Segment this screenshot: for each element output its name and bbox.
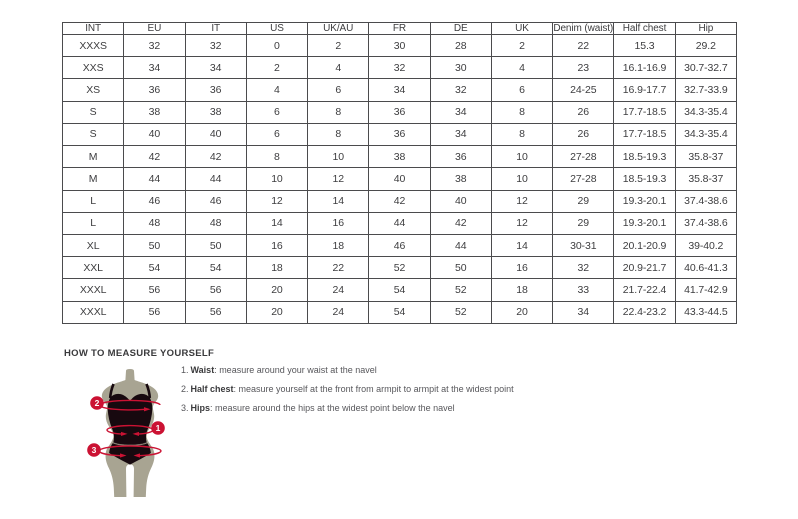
table-cell: 10	[491, 146, 552, 168]
table-cell: 36	[185, 79, 246, 101]
table-cell: 34.3-35.4	[675, 101, 736, 123]
table-cell: 37.4-38.6	[675, 212, 736, 234]
table-cell: 14	[308, 190, 369, 212]
table-cell: 34	[185, 57, 246, 79]
col-header-de: DE	[430, 23, 491, 35]
table-cell: 18	[246, 257, 307, 279]
col-header-uk: UK	[491, 23, 552, 35]
table-row	[63, 257, 737, 279]
table-cell: 39-40.2	[675, 234, 736, 256]
step-term: Half chest	[190, 384, 234, 394]
table-cell: 37.4-38.6	[675, 190, 736, 212]
table-cell: 19.3-20.1	[614, 190, 675, 212]
table-cell: 8	[491, 101, 552, 123]
table-cell: 46	[185, 190, 246, 212]
table-cell: 34	[430, 101, 491, 123]
table-cell: 20	[246, 279, 307, 301]
measure-step-half-chest	[181, 384, 521, 395]
table-cell: 40	[185, 123, 246, 145]
table-cell: 44	[185, 168, 246, 190]
table-cell: 24	[308, 301, 369, 323]
waist-badge	[151, 421, 165, 435]
table-row	[63, 234, 737, 256]
step-text: : measure around your waist at the navel	[214, 365, 377, 375]
table-cell: 34	[369, 79, 430, 101]
measure-step-hips	[181, 403, 521, 414]
table-cell: 6	[491, 79, 552, 101]
table-cell: L	[63, 190, 124, 212]
table-cell: 14	[246, 212, 307, 234]
table-cell: 56	[185, 301, 246, 323]
table-cell: 0	[246, 35, 307, 57]
table-cell: 32	[185, 35, 246, 57]
table-cell: 19.3-20.1	[614, 212, 675, 234]
mannequin-illustration	[82, 368, 182, 500]
table-cell: 52	[369, 257, 430, 279]
table-row	[63, 101, 737, 123]
table-cell: 38	[430, 168, 491, 190]
col-header-denim: Denim (waist)	[553, 23, 614, 34]
table-cell: 43.3-44.5	[675, 301, 736, 323]
table-cell: 36	[124, 79, 185, 101]
table-cell: 44	[369, 212, 430, 234]
table-cell: 29	[553, 212, 614, 234]
table-cell: 56	[124, 301, 185, 323]
col-header-us: US	[246, 23, 307, 35]
table-cell: 6	[308, 79, 369, 101]
table-cell: 26	[553, 123, 614, 145]
measure-figure	[82, 368, 182, 500]
table-cell: 38	[185, 101, 246, 123]
table-cell: 40	[369, 168, 430, 190]
table-cell: 4	[308, 57, 369, 79]
table-cell: XS	[63, 79, 124, 101]
table-cell: 2	[308, 35, 369, 57]
table-cell: S	[63, 123, 124, 145]
table-row	[63, 123, 737, 145]
table-cell: 20.9-21.7	[614, 257, 675, 279]
table-cell: 16	[491, 257, 552, 279]
table-cell: 12	[491, 212, 552, 234]
table-cell: 41.7-42.9	[675, 279, 736, 301]
table-cell: 42	[124, 146, 185, 168]
table-cell: 29.2	[675, 35, 736, 57]
table-cell: 20.1-20.9	[614, 234, 675, 256]
col-header-half-chest: Half chest	[614, 23, 675, 35]
table-cell: 36	[369, 101, 430, 123]
table-cell: XXXS	[63, 35, 124, 57]
table-cell: 50	[124, 234, 185, 256]
chest-badge	[90, 396, 104, 410]
table-cell: 42	[430, 212, 491, 234]
table-cell: 16	[308, 212, 369, 234]
table-cell: 46	[124, 190, 185, 212]
table-cell: 22	[553, 35, 614, 57]
table-cell: 2	[491, 35, 552, 57]
table-cell: 18	[308, 234, 369, 256]
table-row	[63, 79, 737, 101]
table-cell: 29	[553, 190, 614, 212]
table-cell: 18	[491, 279, 552, 301]
table-row	[63, 35, 737, 57]
step-term: Waist	[190, 365, 215, 375]
table-cell: 54	[369, 279, 430, 301]
table-cell: 6	[246, 123, 307, 145]
col-header-uk-au: UK/AU	[308, 23, 369, 35]
table-cell: 16.9-17.7	[614, 79, 675, 101]
table-cell: 54	[185, 257, 246, 279]
table-cell: XXXL	[63, 279, 124, 301]
table-cell: 32	[124, 35, 185, 57]
table-cell: 12	[308, 168, 369, 190]
table-cell: 44	[430, 234, 491, 256]
table-cell: 50	[185, 234, 246, 256]
table-cell: 38	[124, 101, 185, 123]
table-cell: 44	[124, 168, 185, 190]
hips-badge-number: 3	[91, 445, 97, 456]
table-cell: 27-28	[553, 146, 614, 168]
table-cell: S	[63, 101, 124, 123]
table-cell: 8	[491, 123, 552, 145]
table-cell: 33	[553, 279, 614, 301]
table-row	[63, 279, 737, 301]
table-cell: 4	[491, 57, 552, 79]
step-number: 3.	[181, 403, 189, 413]
table-cell: 30	[369, 35, 430, 57]
table-cell: M	[63, 168, 124, 190]
col-header-fr: FR	[369, 23, 430, 35]
table-cell: 56	[185, 279, 246, 301]
table-cell: 15.3	[614, 35, 675, 57]
header-row	[63, 23, 737, 35]
table-cell: 23	[553, 57, 614, 79]
measure-section-heading: HOW TO MEASURE YOURSELF	[64, 348, 215, 359]
table-cell: 40	[124, 123, 185, 145]
col-header-it: IT	[185, 23, 246, 35]
table-row	[63, 168, 737, 190]
table-cell: 8	[308, 101, 369, 123]
table-cell: 4	[246, 79, 307, 101]
table-cell: 34	[430, 123, 491, 145]
table-cell: 40	[430, 190, 491, 212]
table-cell: L	[63, 212, 124, 234]
step-number: 2.	[181, 384, 189, 394]
table-cell: 2	[246, 57, 307, 79]
table-cell: 6	[246, 101, 307, 123]
table-cell: 22.4-23.2	[614, 301, 675, 323]
table-cell: 28	[430, 35, 491, 57]
table-cell: 16	[246, 234, 307, 256]
table-cell: 30.7-32.7	[675, 57, 736, 79]
col-header-eu: EU	[124, 23, 185, 35]
table-cell: 22	[308, 257, 369, 279]
table-cell: 10	[491, 168, 552, 190]
table-cell: 34	[124, 57, 185, 79]
size-chart-body	[63, 35, 737, 324]
col-header-int: INT	[63, 23, 124, 35]
table-cell: 48	[185, 212, 246, 234]
table-cell: 18.5-19.3	[614, 168, 675, 190]
table-cell: XL	[63, 234, 124, 256]
table-cell: 36	[369, 123, 430, 145]
table-cell: 24	[308, 279, 369, 301]
table-row	[63, 146, 737, 168]
table-cell: 24-25	[553, 79, 614, 101]
waist-badge-number: 1	[155, 423, 161, 434]
table-cell: 54	[124, 257, 185, 279]
table-cell: 38	[369, 146, 430, 168]
table-cell: 48	[124, 212, 185, 234]
table-cell: 18.5-19.3	[614, 146, 675, 168]
table-cell: 20	[491, 301, 552, 323]
table-cell: 30	[430, 57, 491, 79]
table-cell: 8	[246, 146, 307, 168]
table-cell: 16.1-16.9	[614, 57, 675, 79]
table-cell: 32	[369, 57, 430, 79]
table-cell: XXXL	[63, 301, 124, 323]
table-cell: 42	[369, 190, 430, 212]
table-cell: 32	[553, 257, 614, 279]
table-cell: 34	[553, 301, 614, 323]
table-row	[63, 57, 737, 79]
table-cell: 27-28	[553, 168, 614, 190]
table-cell: 14	[491, 234, 552, 256]
measure-step-waist	[181, 365, 521, 376]
table-cell: 12	[246, 190, 307, 212]
step-text: : measure around the hips at the widest point below the navel	[210, 403, 455, 413]
table-cell: 35.8-37	[675, 146, 736, 168]
col-header-hip: Hip	[675, 23, 736, 35]
table-cell: 17.7-18.5	[614, 123, 675, 145]
table-cell: 40.6-41.3	[675, 257, 736, 279]
table-cell: 35.8-37	[675, 168, 736, 190]
table-cell: 10	[246, 168, 307, 190]
table-cell: M	[63, 146, 124, 168]
table-cell: XXS	[63, 57, 124, 79]
table-cell: 17.7-18.5	[614, 101, 675, 123]
table-cell: 42	[185, 146, 246, 168]
table-cell: 8	[308, 123, 369, 145]
chest-badge-number: 2	[94, 398, 100, 409]
table-cell: 30-31	[553, 234, 614, 256]
step-number: 1.	[181, 365, 189, 375]
measure-steps	[181, 365, 521, 422]
table-cell: 32.7-33.9	[675, 79, 736, 101]
size-chart-header	[63, 23, 737, 35]
table-cell: 52	[430, 301, 491, 323]
table-row	[63, 212, 737, 234]
hips-badge	[87, 443, 101, 457]
table-cell: 52	[430, 279, 491, 301]
step-term: Hips	[190, 403, 211, 413]
table-row	[63, 301, 737, 323]
table-cell: 54	[369, 301, 430, 323]
size-chart-table	[62, 22, 737, 324]
table-cell: 36	[430, 146, 491, 168]
table-cell: XXL	[63, 257, 124, 279]
table-cell: 26	[553, 101, 614, 123]
table-cell: 10	[308, 146, 369, 168]
table-cell: 20	[246, 301, 307, 323]
step-text: : measure yourself at the front from armpit to armpit at the widest point	[233, 384, 514, 394]
table-cell: 50	[430, 257, 491, 279]
table-cell: 56	[124, 279, 185, 301]
table-cell: 21.7-22.4	[614, 279, 675, 301]
table-cell: 12	[491, 190, 552, 212]
table-row	[63, 190, 737, 212]
table-cell: 32	[430, 79, 491, 101]
table-cell: 46	[369, 234, 430, 256]
table-cell: 34.3-35.4	[675, 123, 736, 145]
